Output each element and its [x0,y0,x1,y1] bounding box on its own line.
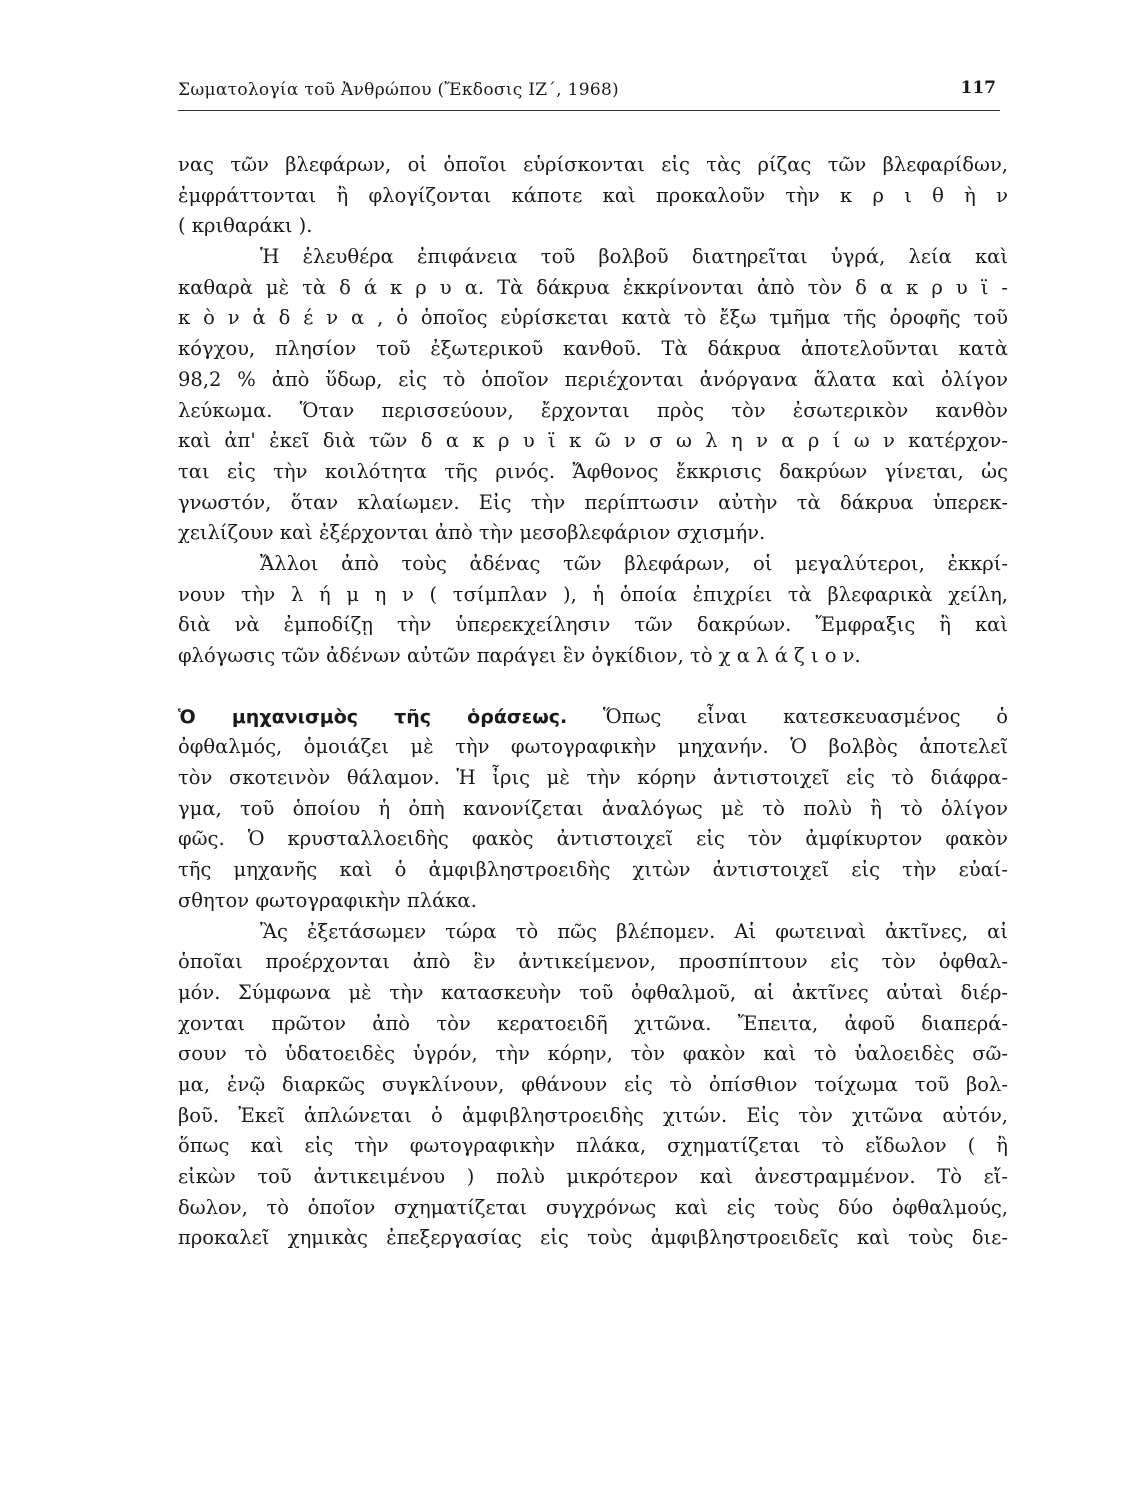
section-first-line [178,702,1008,733]
text-line: ὅπως καὶ εἰς τὴν φωτογραφικὴν πλάκα, σχηματίζεται τὸ εἴδωλον ( ἢ [178,1134,1008,1158]
text-line: προκαλεῖ χημικὰς ἐπεξεργασίας εἰς τοὺς ἀμφιβληστροειδεῖς καὶ τοὺς διε- [178,1226,1008,1250]
text-line: νας τῶν βλεφάρων, οἱ ὁποῖοι εὑρίσκονται εἰς τὰς ρίζας τῶν βλεφαρίδων, [178,153,1008,176]
text-line: ( κριθαράκι ). [178,214,313,238]
text-line: ται εἰς τὴν κοιλότητα τῆς ρινός. Ἄφθονος ἔκκρισις δακρύων γίνεται, ὡς [178,459,1008,483]
text-line: λεύκωμα. Ὅταν περισσεύουν, ἔρχονται πρὸς τὸν ἐσωτερικὸν κανθὸν [178,398,1008,422]
text-line: διὰ νὰ ἐμποδίζῃ τὴν ὑπερεκχείλησιν τῶν δακρύων. Ἔμφραξις ἢ καὶ [178,613,1008,637]
text-line: ἐμφράττονται ἢ φλογίζονται κάποτε καὶ προκαλοῦν τὴν κ ρ ι θ ὴ ν [178,183,1008,207]
text-line: καθαρὰ μὲ τὰ δ ά κ ρ υ α. Τὰ δάκρυα ἐκκρίνονται ἀπὸ τὸν δ α κ ρ υ ϊ - [178,275,1008,299]
section-first-line-text: Ὅπως εἶναι κατεσκευασμένος ὁ [602,704,1008,728]
page-number: 117 [960,78,996,98]
text-line: χειλίζουν καὶ ἐξέρχονται ἀπὸ τὴν μεσοβλεφάριον σχισμήν. [178,521,766,545]
section-heading: Ὁ μηχανισμὸς τῆς ὁράσεως. [178,705,568,728]
text-line: ὀφθαλμός, ὁμοιάζει μὲ τὴν φωτογραφικὴν μηχανήν. Ὁ βολβὸς ἀποτελεῖ [178,735,1008,759]
text-line: φῶς. Ὁ κρυσταλλοειδὴς φακὸς ἀντιστοιχεῖ εἰς τὸν ἀμφίκυρτον φακὸν [178,827,1008,851]
text-line: δωλον, τὸ ὁποῖον σχηματίζεται συγχρόνως καὶ εἰς τοὺς δύο ὀφθαλμούς, [178,1195,1008,1219]
running-title: Σωματολογία τοῦ Ἀνθρώπου (Ἔκδοσις ΙΖ΄, 1968) [178,80,619,100]
text-line: γνωστόν, ὅταν κλαίωμεν. Εἰς τὴν περίπτωσιν αὐτὴν τὰ δάκρυα ὑπερεκ- [178,490,1008,514]
text-line: ὁποῖαι προέρχονται ἀπὸ ἓν ἀντικείμενον, προσπίπτουν εἰς τὸν ὀφθαλ- [178,950,1008,974]
text-line: μα, ἐνῷ διαρκῶς συγκλίνουν, φθάνουν εἰς τὸ ὀπίσθιον τοίχωμα τοῦ βολ- [178,1072,1008,1096]
text-line: τῆς μηχανῆς καὶ ὁ ἀμφιβληστροειδὴς χιτὼν ἀντιστοιχεῖ εἰς τὴν εὐαί- [178,858,1008,882]
text-line: εἰκὼν τοῦ ἀντικειμένου ) πολὺ μικρότερον καὶ ἀνεστραμμένον. Τὸ εἴ- [178,1165,1008,1188]
text-line: κ ὸ ν ἀ δ έ ν α , ὁ ὁποῖος εὑρίσκεται κατὰ τὸ ἔξω τμῆμα τῆς ὀροφῆς τοῦ [178,306,1008,330]
text-line: σθητον φωτογραφικὴν πλάκα. [178,888,477,912]
text-line: φλόγωσις τῶν ἀδένων αὐτῶν παράγει ἓν ὀγκίδιον, τὸ χ α λ ά ζ ι ο ν. [178,644,861,667]
text-line: κόγχου, πλησίον τοῦ ἐξωτερικοῦ κανθοῦ. Τὰ δάκρυα ἀποτελοῦνται κατὰ [178,337,1008,361]
text-line: νουν τὴν λ ή μ η ν ( τσίμπλαν ), ἡ ὁποία ἐπιχρίει τὰ βλεφαρικὰ χείλη, [178,582,1008,606]
text-line: Ἄλλοι ἀπὸ τοὺς ἀδένας τῶν βλεφάρων, οἱ μεγαλύτεροι, ἐκκρί- [260,551,1008,575]
text-line: 98,2 % ἀπὸ ὕδωρ, εἰς τὸ ὁποῖον περιέχονται ἀνόργανα ἅλατα καὶ ὀλίγον [178,367,1008,391]
text-line: βοῦ. Ἐκεῖ ἁπλώνεται ὁ ἀμφιβληστροειδὴς χιτών. Εἰς τὸν χιτῶνα αὐτόν, [178,1103,1008,1127]
text-line: γμα, τοῦ ὁποίου ἡ ὀπὴ κανονίζεται ἀναλόγως μὲ τὸ πολὺ ἢ τὸ ὀλίγον [178,796,1008,820]
text-line: τὸν σκοτεινὸν θάλαμον. Ἡ ἶρις μὲ τὴν κόρην ἀντιστοιχεῖ εἰς τὸ διάφρα- [178,766,1008,790]
text-line: Ἡ ἐλευθέρα ἐπιφάνεια τοῦ βολβοῦ διατηρεῖται ὑγρά, λεία καὶ [260,245,1008,269]
text-line: Ἂς ἐξετάσωμεν τώρα τὸ πῶς βλέπομεν. Αἱ φωτειναὶ ἀκτῖνες, αἱ [260,919,1008,943]
running-head [178,70,1000,111]
text-line: χονται πρῶτον ἀπὸ τὸν κερατοειδῆ χιτῶνα. Ἔπειτα, ἀφοῦ διαπερά- [178,1011,1008,1035]
text-line: σουν τὸ ὑδατοειδὲς ὑγρόν, τὴν κόρην, τὸν φακὸν καὶ τὸ ὑαλοειδὲς σῶ- [178,1042,1008,1066]
body-text [178,150,1008,1254]
text-line: καὶ ἀπ' ἐκεῖ διὰ τῶν δ α κ ρ υ ϊ κ ῶ ν σ ω λ η ν α ρ ί ω ν κατέρχον- [178,429,1008,453]
section-gap [178,672,1008,702]
text-line: μόν. Σύμφωνα μὲ τὴν κατασκευὴν τοῦ ὀφθαλμοῦ, αἱ ἀκτῖνες αὐταὶ διέρ- [178,980,1008,1004]
